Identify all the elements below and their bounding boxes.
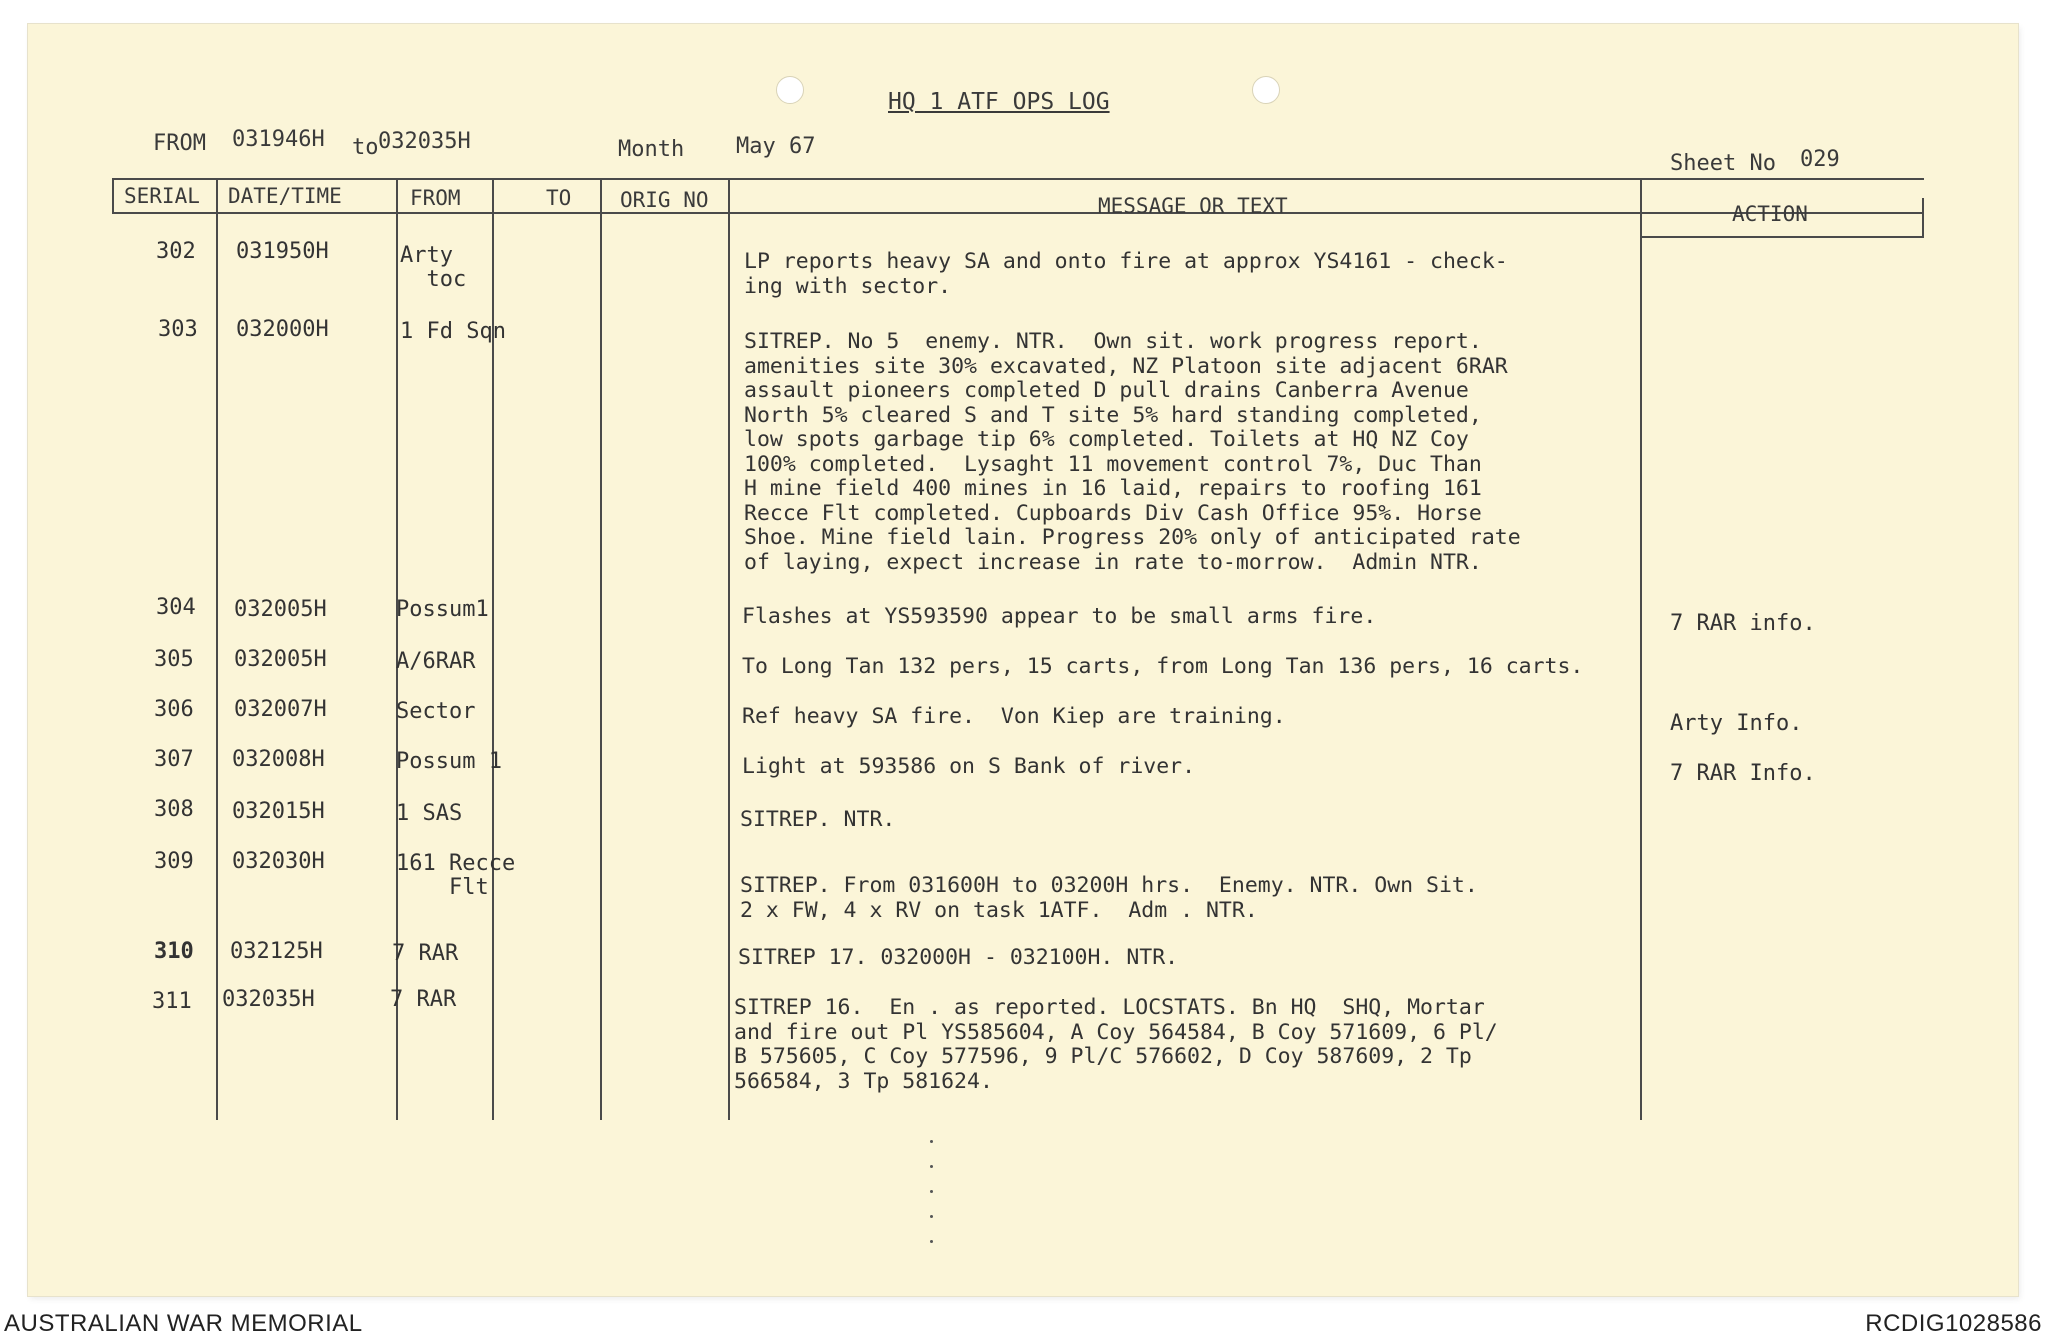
row-308-serial: 308 <box>154 797 194 822</box>
table-header-rule <box>112 212 1924 214</box>
row-307-serial: 307 <box>154 747 194 772</box>
month-value: May 67 <box>736 134 816 159</box>
row-309-message: SITREP. From 031600H to 03200H hrs. Enemy. NTR. Own Sit. 2 x FW, 4 x RV on task 1ATF. Adm . NTR. <box>740 873 1478 923</box>
row-307-datetime: 032008H <box>232 747 325 772</box>
row-304-message: Flashes at YS593590 appear to be small arms fire. <box>742 604 1377 629</box>
row-304-action: 7 RAR info. <box>1670 611 1816 636</box>
col-rule-orig <box>728 178 730 1120</box>
row-310-message: SITREP 17. 032000H - 032100H. NTR. <box>738 945 1179 970</box>
row-311-serial: 311 <box>152 989 192 1014</box>
row-308-datetime: 032015H <box>232 799 325 824</box>
month-label: Month <box>618 137 685 162</box>
punch-hole-right <box>1252 76 1280 104</box>
row-311-from: 7 RAR <box>390 987 457 1012</box>
row-303-serial: 303 <box>158 317 198 342</box>
row-304-datetime: 032005H <box>234 597 327 622</box>
table-top-rule <box>112 178 1924 180</box>
log-title: HQ 1 ATF OPS LOG <box>888 89 1110 115</box>
row-308-message: SITREP. NTR. <box>740 807 896 832</box>
row-307-action: 7 RAR Info. <box>1670 761 1816 786</box>
to-label: to <box>352 135 379 160</box>
col-header-to: TO <box>546 186 572 210</box>
row-305-message: To Long Tan 132 pers, 15 carts, from Long Tan 136 pers, 16 carts. <box>742 654 1584 679</box>
row-306-from: Sector <box>396 699 476 724</box>
col-rule-serial <box>216 178 218 1120</box>
sheet-label: Sheet No <box>1670 151 1776 176</box>
row-309-datetime: 032030H <box>232 849 325 874</box>
row-310-from: 7 RAR <box>392 941 459 966</box>
row-305-from: A/6RAR <box>396 649 476 674</box>
row-311-datetime: 032035H <box>222 987 315 1012</box>
col-header-orig-no: ORIG NO <box>620 188 709 212</box>
col-rule-message <box>1640 178 1642 1120</box>
row-302-datetime: 031950H <box>236 239 329 264</box>
row-303-datetime: 032000H <box>236 317 329 342</box>
col-header-datetime: DATE/TIME <box>228 184 342 208</box>
row-302-from: Arty toc <box>400 243 467 292</box>
row-306-serial: 306 <box>154 697 194 722</box>
row-304-serial: 304 <box>156 595 196 620</box>
col-rule-right <box>1922 198 1924 238</box>
row-303-message: SITREP. No 5 enemy. NTR. Own sit. work progress report. amenities site 30% excavated, NZ Platoon site adjacent 6RAR assault pioneers completed D pull drains Canberra Avenue North 5% cleared S and T site 5% hard standing completed, low spots garbage tip 6% completed. Toilets at HQ NZ Coy 100% completed. Lysaght 11 movement control 7%, Duc Than H mine field 400 mines in 16 laid, repairs to roofing 161 Recce Flt completed. Cupboards Div Cash Office 95%. Horse Shoe. Mine field lain. Progress 20% only of anticipated rate of laying, expect increase in rate to-morrow. Admin NTR. <box>744 329 1521 575</box>
row-302-serial: 302 <box>156 239 196 264</box>
row-307-from: Possum 1 <box>396 749 502 774</box>
col-rule-to <box>600 178 602 1120</box>
row-305-serial: 305 <box>154 647 194 672</box>
col-header-action: ACTION <box>1732 202 1808 226</box>
action-header-rule <box>1642 236 1924 238</box>
row-303-from: 1 Fd Sqn <box>400 319 506 344</box>
col-rule-left <box>112 178 114 214</box>
punch-hole-left <box>776 76 804 104</box>
row-305-datetime: 032005H <box>234 647 327 672</box>
fold-dot-marks <box>930 1140 934 1265</box>
row-309-serial: 309 <box>154 849 194 874</box>
row-307-message: Light at 593586 on S Bank of river. <box>742 754 1196 779</box>
row-311-message: SITREP 16. En . as reported. LOCSTATS. Bn HQ SHQ, Mortar and fire out Pl YS585604, A Coy 564584, B Coy 571609, 6 Pl/ B 575605, C Coy 577596, 9 Pl/C 576602, D Coy 587609, 2 Tp 566584, 3 Tp 581624. <box>734 995 1498 1094</box>
row-310-serial: 310 <box>154 939 194 964</box>
row-308-from: 1 SAS <box>396 801 463 826</box>
col-header-from: FROM <box>410 186 461 210</box>
from-label: FROM <box>153 131 206 156</box>
row-306-message: Ref heavy SA fire. Von Kiep are training. <box>742 704 1286 729</box>
footer-credit: AUSTRALIAN WAR MEMORIAL <box>4 1310 363 1337</box>
to-value: 032035H <box>378 129 471 154</box>
footer-id: RCDIG1028586 <box>1865 1310 2042 1337</box>
from-value: 031946H <box>232 127 325 152</box>
col-header-serial: SERIAL <box>124 184 200 208</box>
col-header-message: MESSAGE OR TEXT <box>1098 194 1288 218</box>
row-302-message: LP reports heavy SA and onto fire at approx YS4161 - check- ing with sector. <box>744 249 1508 299</box>
row-309-from: 161 Recce Flt <box>396 851 516 900</box>
sheet-value: 029 <box>1800 147 1840 172</box>
row-310-datetime: 032125H <box>230 939 323 964</box>
row-306-datetime: 032007H <box>234 697 327 722</box>
row-304-from: Possum1 <box>396 597 489 622</box>
row-306-action: Arty Info. <box>1670 711 1803 736</box>
